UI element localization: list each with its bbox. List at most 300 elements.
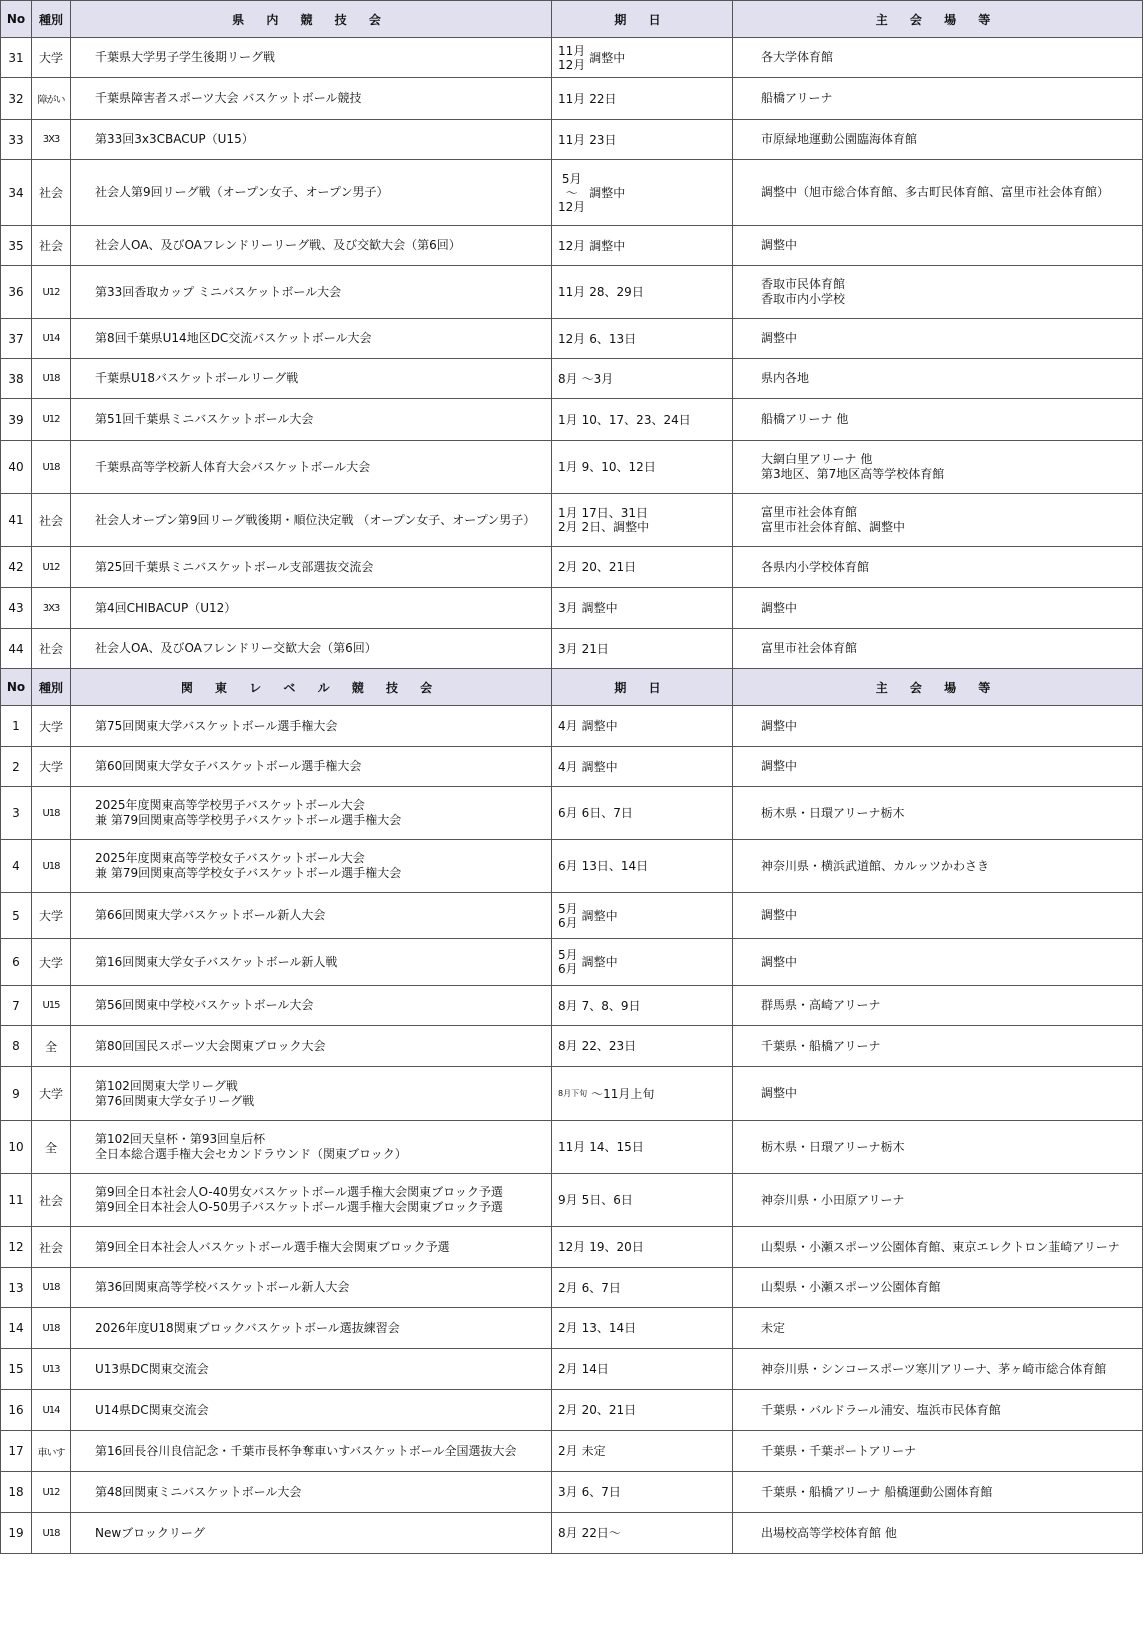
event-date-month: 12月 (558, 238, 586, 253)
event-date-group (558, 999, 732, 1013)
event-name-line: 第8回千葉県U14地区DC交流バスケットボール大会 (95, 331, 372, 345)
event-date-group (558, 1444, 732, 1458)
event-date-days: 調整中 (581, 759, 618, 774)
event-name-line: 2025年度関東高等学校女子バスケットボール大会 (95, 851, 365, 865)
event-name (71, 359, 552, 399)
row-number: 9 (1, 1067, 32, 1121)
event-venue (733, 547, 1143, 588)
event-date-months (558, 1140, 585, 1154)
row-category: 社会 (32, 494, 71, 547)
table-row (1, 547, 1143, 588)
event-date-months (558, 460, 578, 474)
event-date (552, 319, 733, 359)
event-date-month: 6月 (558, 915, 578, 930)
table-row (1, 1121, 1143, 1174)
event-name-line: U13県DC関東交流会 (95, 1361, 209, 1376)
event-venue (733, 1390, 1143, 1431)
event-date (552, 1349, 733, 1390)
event-name-line: U14県DC関東交流会 (95, 1402, 209, 1417)
event-date (552, 1268, 733, 1308)
event-name (71, 1472, 552, 1513)
event-date-days: 20、21日 (581, 560, 637, 574)
row-category: U14 (32, 1390, 71, 1431)
event-date-group (558, 413, 732, 427)
event-date-month: 11月 (558, 91, 586, 106)
event-date-months (558, 285, 585, 299)
event-name-line: 第102回天皇杯・第93回皇后杯 (95, 1132, 266, 1146)
event-name (71, 1390, 552, 1431)
event-name-line: 千葉県U18バスケットボールリーグ戦 (95, 371, 299, 385)
event-date-month: 1月 (558, 460, 578, 474)
event-name-line: 千葉県障害者スポーツ大会 バスケットボール競技 (95, 91, 362, 105)
event-date-months (558, 44, 585, 72)
event-name (71, 1121, 552, 1174)
event-date-month: 11月 (558, 285, 586, 299)
event-venue-line: 栃木県・日環アリーナ栃木 (761, 1139, 905, 1154)
event-name-line: 第25回千葉県ミニバスケットボール支部選抜交流会 (95, 559, 374, 574)
table-row (1, 939, 1143, 986)
event-date-group (558, 1087, 732, 1101)
event-name (71, 319, 552, 359)
event-date-month: 3月 (558, 1485, 578, 1499)
event-venue (733, 226, 1143, 266)
event-date-month: 8月 (558, 371, 578, 386)
row-number: 4 (1, 840, 32, 893)
event-date-group (558, 133, 732, 147)
event-date (552, 359, 733, 399)
event-date-month: 8月 (558, 1039, 578, 1053)
event-date-month: 6月 (558, 859, 578, 873)
event-date-group (558, 1321, 732, 1335)
table-row (1, 319, 1143, 359)
event-venue (733, 1227, 1143, 1268)
row-category: 社会 (32, 1174, 71, 1227)
event-date (552, 1121, 733, 1174)
event-date-days: 5日、6日 (581, 1193, 633, 1207)
row-number: 36 (1, 266, 32, 319)
event-venue-line: 千葉県・バルドラール浦安、塩浜市民体育館 (761, 1402, 1001, 1417)
table-row (1, 1349, 1143, 1390)
event-date-months (558, 560, 578, 574)
event-date-days: 22日～ (581, 1526, 621, 1540)
event-date-group (558, 92, 732, 106)
event-date-month: 8月下旬 (558, 1088, 588, 1098)
event-date (552, 1472, 733, 1513)
event-date-group (558, 285, 732, 299)
row-category: U12 (32, 1472, 71, 1513)
row-number: 34 (1, 160, 32, 226)
event-date (552, 1227, 733, 1268)
event-date-month: 12月 (558, 57, 586, 72)
table-row (1, 840, 1143, 893)
event-name-line: 第4回CHIBACUP（U12） (95, 600, 237, 615)
kanto-col-type-header: 種別 (32, 669, 71, 706)
event-name (71, 441, 552, 494)
event-name-line: 第9回全日本社会人バスケットボール選手権大会関東ブロック予選 (95, 1239, 450, 1254)
event-date-month: 11月 (558, 43, 586, 58)
event-date-month: ～ (565, 185, 578, 200)
event-date-days: 9、10、12日 (581, 460, 656, 474)
event-date-months (558, 999, 578, 1013)
row-number: 3 (1, 787, 32, 840)
event-date-group (558, 948, 732, 976)
event-name (71, 38, 552, 78)
event-date (552, 160, 733, 226)
row-number: 35 (1, 226, 32, 266)
event-date-month: 2月 (558, 1280, 578, 1295)
event-date-days: ～11月上旬 (591, 1086, 655, 1101)
event-venue (733, 1431, 1143, 1472)
event-date-days: 14日 (581, 1362, 609, 1376)
event-name (71, 787, 552, 840)
event-venue (733, 78, 1143, 120)
row-category: U13 (32, 1349, 71, 1390)
event-date-months (558, 1240, 585, 1254)
event-date-days: 調整中 (581, 908, 618, 923)
event-venue-line: 市原緑地運動公園臨海体育館 (761, 132, 918, 146)
table-row (1, 226, 1143, 266)
event-date-month: 2月 (558, 1403, 578, 1417)
event-venue-line: 調整中（旭市総合体育館、多古町民体育館、富里市社会体育館） (761, 185, 1110, 199)
table-row (1, 629, 1143, 669)
row-number: 16 (1, 1390, 32, 1431)
event-date-month: 4月 (558, 759, 578, 774)
event-date-month: 8月 (558, 1526, 578, 1540)
event-date-group (558, 1240, 732, 1254)
row-category: 大学 (32, 38, 71, 78)
event-name (71, 629, 552, 669)
event-date-days: 調整中 (589, 185, 626, 200)
event-date-days: 6、13日 (589, 331, 637, 346)
event-date-days: 調整中 (581, 719, 618, 733)
event-venue-line: 県内各地 (761, 371, 810, 385)
event-date-days: 調整中 (581, 601, 618, 615)
event-date (552, 547, 733, 588)
row-category: 全 (32, 1121, 71, 1174)
event-date-days: 19、20日 (589, 1240, 644, 1254)
event-date-months (558, 1039, 578, 1053)
event-venue-line: 香取市民体育館 (761, 277, 846, 291)
row-category: U12 (32, 266, 71, 319)
event-date-days: 28、29日 (589, 285, 644, 299)
event-venue-line: 船橋アリーナ (761, 91, 833, 105)
event-name (71, 1227, 552, 1268)
event-venue-line: 富里市社会体育館 (761, 641, 858, 655)
event-name (71, 78, 552, 120)
table-row (1, 266, 1143, 319)
event-date (552, 1067, 733, 1121)
event-date-group (558, 642, 732, 656)
table-row (1, 1472, 1143, 1513)
event-name-line: 社会人OA、及びOAフレンドリーリーグ戦、及び交歓大会（第6回） (95, 238, 461, 252)
event-date-days: 14、15日 (589, 1140, 644, 1154)
event-date-days: 13、14日 (581, 1321, 637, 1335)
event-date-group (558, 172, 732, 214)
event-date-month: 4月 (558, 719, 578, 733)
event-date-months (558, 92, 585, 106)
row-number: 15 (1, 1349, 32, 1390)
event-venue (733, 1472, 1143, 1513)
table-row (1, 359, 1143, 399)
event-date-month: 12月 (558, 1240, 586, 1254)
event-venue (733, 840, 1143, 893)
event-date-group (558, 1039, 732, 1053)
row-number: 37 (1, 319, 32, 359)
row-number: 1 (1, 706, 32, 747)
event-name (71, 1308, 552, 1349)
event-venue-line: 各県内小学校体育館 (761, 559, 870, 574)
event-name (71, 547, 552, 588)
event-venue-line: 船橋アリーナ 他 (761, 412, 849, 426)
row-number: 42 (1, 547, 32, 588)
event-venue (733, 1308, 1143, 1349)
event-date-months (558, 332, 585, 346)
schedule-table-body (1, 1, 1143, 1554)
event-venue-line: 第3地区、第7地区高等学校体育館 (761, 467, 945, 481)
table-row (1, 1227, 1143, 1268)
row-number: 40 (1, 441, 32, 494)
table-row (1, 1513, 1143, 1554)
event-venue-line: 富里市社会体育館、調整中 (761, 520, 906, 534)
event-name (71, 1026, 552, 1067)
event-venue (733, 266, 1143, 319)
event-venue-line: 調整中 (761, 954, 798, 969)
row-number: 14 (1, 1308, 32, 1349)
event-name-line: Newブロックリーグ (95, 1525, 205, 1540)
event-date-days: ～3月 (581, 371, 614, 386)
event-venue (733, 38, 1143, 78)
event-date-month: 8月 (558, 998, 578, 1013)
event-venue-line: 調整中 (761, 238, 798, 252)
event-date (552, 787, 733, 840)
event-date-group (558, 1193, 732, 1207)
event-name-line: 第33回3x3CBACUP（U15） (95, 132, 254, 146)
row-category: 社会 (32, 629, 71, 669)
event-name (71, 893, 552, 939)
event-venue-line: 香取市内小学校 (761, 292, 846, 306)
event-name-line: 全日本総合選手権大会セカンドラウンド（関東ブロック） (95, 1147, 407, 1161)
row-category: U14 (32, 319, 71, 359)
event-name-line: 千葉県高等学校新人体育大会バスケットボール大会 (95, 459, 371, 474)
event-date-months (558, 902, 578, 930)
kanto-col-no-header: No (1, 669, 32, 706)
event-date-months (558, 1526, 578, 1540)
kanto-col-name-header: 関 東 レ ベ ル 競 技 会 (71, 669, 552, 706)
event-name-line: 第75回関東大学バスケットボール選手権大会 (95, 718, 338, 733)
event-venue-line: 千葉県・千葉ポートアリーナ (761, 1443, 917, 1458)
event-venue (733, 939, 1143, 986)
row-number: 33 (1, 120, 32, 160)
row-category: U18 (32, 1268, 71, 1308)
event-date-lines (558, 506, 732, 534)
event-name (71, 1067, 552, 1121)
event-venue (733, 1121, 1143, 1174)
event-date-group (558, 1281, 732, 1295)
event-date-days: 23日 (589, 132, 617, 147)
row-category: 社会 (32, 160, 71, 226)
event-name (71, 1513, 552, 1554)
table-row (1, 1308, 1143, 1349)
event-date-month: 3月 (558, 641, 578, 656)
event-name (71, 399, 552, 441)
event-date (552, 706, 733, 747)
event-name-line: 第51回千葉県ミニバスケットボール大会 (95, 412, 314, 426)
event-date-months (558, 859, 578, 873)
table-row (1, 494, 1143, 547)
event-name-line: 第80回国民スポーツ大会関東ブロック大会 (95, 1038, 326, 1053)
event-date-days: 21日 (581, 641, 609, 656)
table-row (1, 706, 1143, 747)
event-date-group (558, 460, 732, 474)
table-row (1, 1431, 1143, 1472)
row-category: 大学 (32, 893, 71, 939)
event-date-month: 5月 (558, 901, 578, 916)
event-date-months (558, 372, 578, 386)
event-venue (733, 1067, 1143, 1121)
row-number: 31 (1, 38, 32, 78)
event-date-line: 1月 17日、31日 (558, 506, 648, 520)
event-name-line: 兼 第79回関東高等学校男子バスケットボール選手権大会 (95, 813, 402, 827)
row-number: 41 (1, 494, 32, 547)
event-venue (733, 319, 1143, 359)
event-date-group (558, 560, 732, 574)
row-number: 7 (1, 986, 32, 1026)
event-name (71, 266, 552, 319)
event-name (71, 494, 552, 547)
event-name-line: 2026年度U18関東ブロックバスケットボール選抜練習会 (95, 1320, 400, 1335)
event-date-month: 2月 (558, 1444, 578, 1458)
event-venue (733, 399, 1143, 441)
kanto-col-venue-header: 主 会 場 等 (733, 669, 1143, 706)
event-name (71, 986, 552, 1026)
event-name-line: 第16回長谷川良信記念・千葉市長杯争奪車いすバスケットボール全国選抜大会 (95, 1443, 517, 1458)
event-date-month: 3月 (558, 601, 578, 615)
event-venue (733, 588, 1143, 629)
row-number: 18 (1, 1472, 32, 1513)
event-date-months (558, 1362, 578, 1376)
row-category: U18 (32, 441, 71, 494)
event-venue-line: 調整中 (761, 331, 798, 345)
event-date-group (558, 806, 732, 820)
event-venue (733, 1268, 1143, 1308)
row-category: 大学 (32, 1067, 71, 1121)
event-date-group (558, 760, 732, 774)
event-venue-line: 富里市社会体育館 (761, 505, 858, 519)
event-name-line: 第48回関東ミニバスケットボール大会 (95, 1484, 302, 1499)
event-venue-line: 千葉県・船橋アリーナ (761, 1038, 881, 1053)
event-date-group (558, 1362, 732, 1376)
event-venue-line: 大網白里アリーナ 他 (761, 452, 873, 466)
event-date-months (558, 1485, 578, 1499)
table-row (1, 160, 1143, 226)
event-venue (733, 787, 1143, 840)
event-date-month: 5月 (558, 948, 578, 962)
event-date (552, 78, 733, 120)
event-date-days: 調整中 (589, 238, 626, 253)
table-row (1, 787, 1143, 840)
event-name-line: 第60回関東大学女子バスケットボール選手権大会 (95, 759, 362, 773)
event-venue-line: 群馬県・高崎アリーナ (761, 998, 881, 1012)
event-date (552, 38, 733, 78)
table-row (1, 1268, 1143, 1308)
event-date (552, 986, 733, 1026)
event-name-line: 千葉県大学男子学生後期リーグ戦 (95, 50, 276, 64)
event-date-group (558, 372, 732, 386)
event-date (552, 629, 733, 669)
event-venue (733, 986, 1143, 1026)
row-number: 32 (1, 78, 32, 120)
event-date-days: 6、7日 (581, 1485, 621, 1499)
table-row (1, 588, 1143, 629)
event-date-month: 2月 (558, 1362, 578, 1376)
event-date-days: 20、21日 (581, 1403, 637, 1417)
event-date-days: 10、17、23、24日 (581, 412, 691, 427)
event-venue (733, 441, 1143, 494)
event-venue (733, 706, 1143, 747)
event-venue-line: 各大学体育館 (761, 50, 834, 64)
event-date-days: 未定 (581, 1444, 606, 1458)
event-date (552, 1390, 733, 1431)
event-date-group (558, 902, 732, 930)
event-name (71, 588, 552, 629)
row-category: U18 (32, 1308, 71, 1349)
event-venue-line: 山梨県・小瀬スポーツ公園体育館、東京エレクトロン韮崎アリーナ (761, 1239, 1120, 1254)
event-date (552, 1308, 733, 1349)
event-date (552, 266, 733, 319)
event-date-months (558, 1403, 578, 1417)
event-date-group (558, 859, 732, 873)
event-date-months (558, 948, 578, 976)
event-date (552, 226, 733, 266)
event-date (552, 441, 733, 494)
event-venue-line: 未定 (761, 1320, 786, 1335)
event-venue-line: 調整中 (761, 718, 798, 733)
row-category: 大学 (32, 747, 71, 787)
event-date-months (558, 806, 578, 820)
table-row (1, 120, 1143, 160)
event-date-month: 9月 (558, 1193, 578, 1207)
event-name (71, 706, 552, 747)
row-category: U18 (32, 359, 71, 399)
row-category: 3X3 (32, 120, 71, 160)
event-date-days: 調整中 (581, 955, 618, 969)
event-venue-line: 調整中 (761, 759, 798, 773)
event-date (552, 1431, 733, 1472)
row-number: 2 (1, 747, 32, 787)
row-category: 障がい (32, 78, 71, 120)
event-date (552, 399, 733, 441)
prefectural-header-row (1, 1, 1143, 38)
event-date-months (558, 133, 585, 147)
event-name (71, 1174, 552, 1227)
row-category: U12 (32, 399, 71, 441)
event-venue (733, 359, 1143, 399)
event-name-line: 社会人オープン第9回リーグ戦後期・順位決定戦 （オープン女子、オープン男子） (95, 512, 536, 527)
event-venue-line: 調整中 (761, 600, 798, 615)
row-category: U15 (32, 986, 71, 1026)
event-date (552, 840, 733, 893)
event-venue (733, 629, 1143, 669)
event-name (71, 1349, 552, 1390)
event-name-line: 第56回関東中学校バスケットボール大会 (95, 998, 314, 1012)
event-date-days: 6日、7日 (581, 806, 633, 820)
event-date-group (558, 1526, 732, 1540)
event-date-group (558, 1140, 732, 1154)
event-date-days: 調整中 (589, 50, 626, 65)
table-row (1, 441, 1143, 494)
row-number: 17 (1, 1431, 32, 1472)
event-venue-line: 調整中 (761, 1086, 798, 1100)
